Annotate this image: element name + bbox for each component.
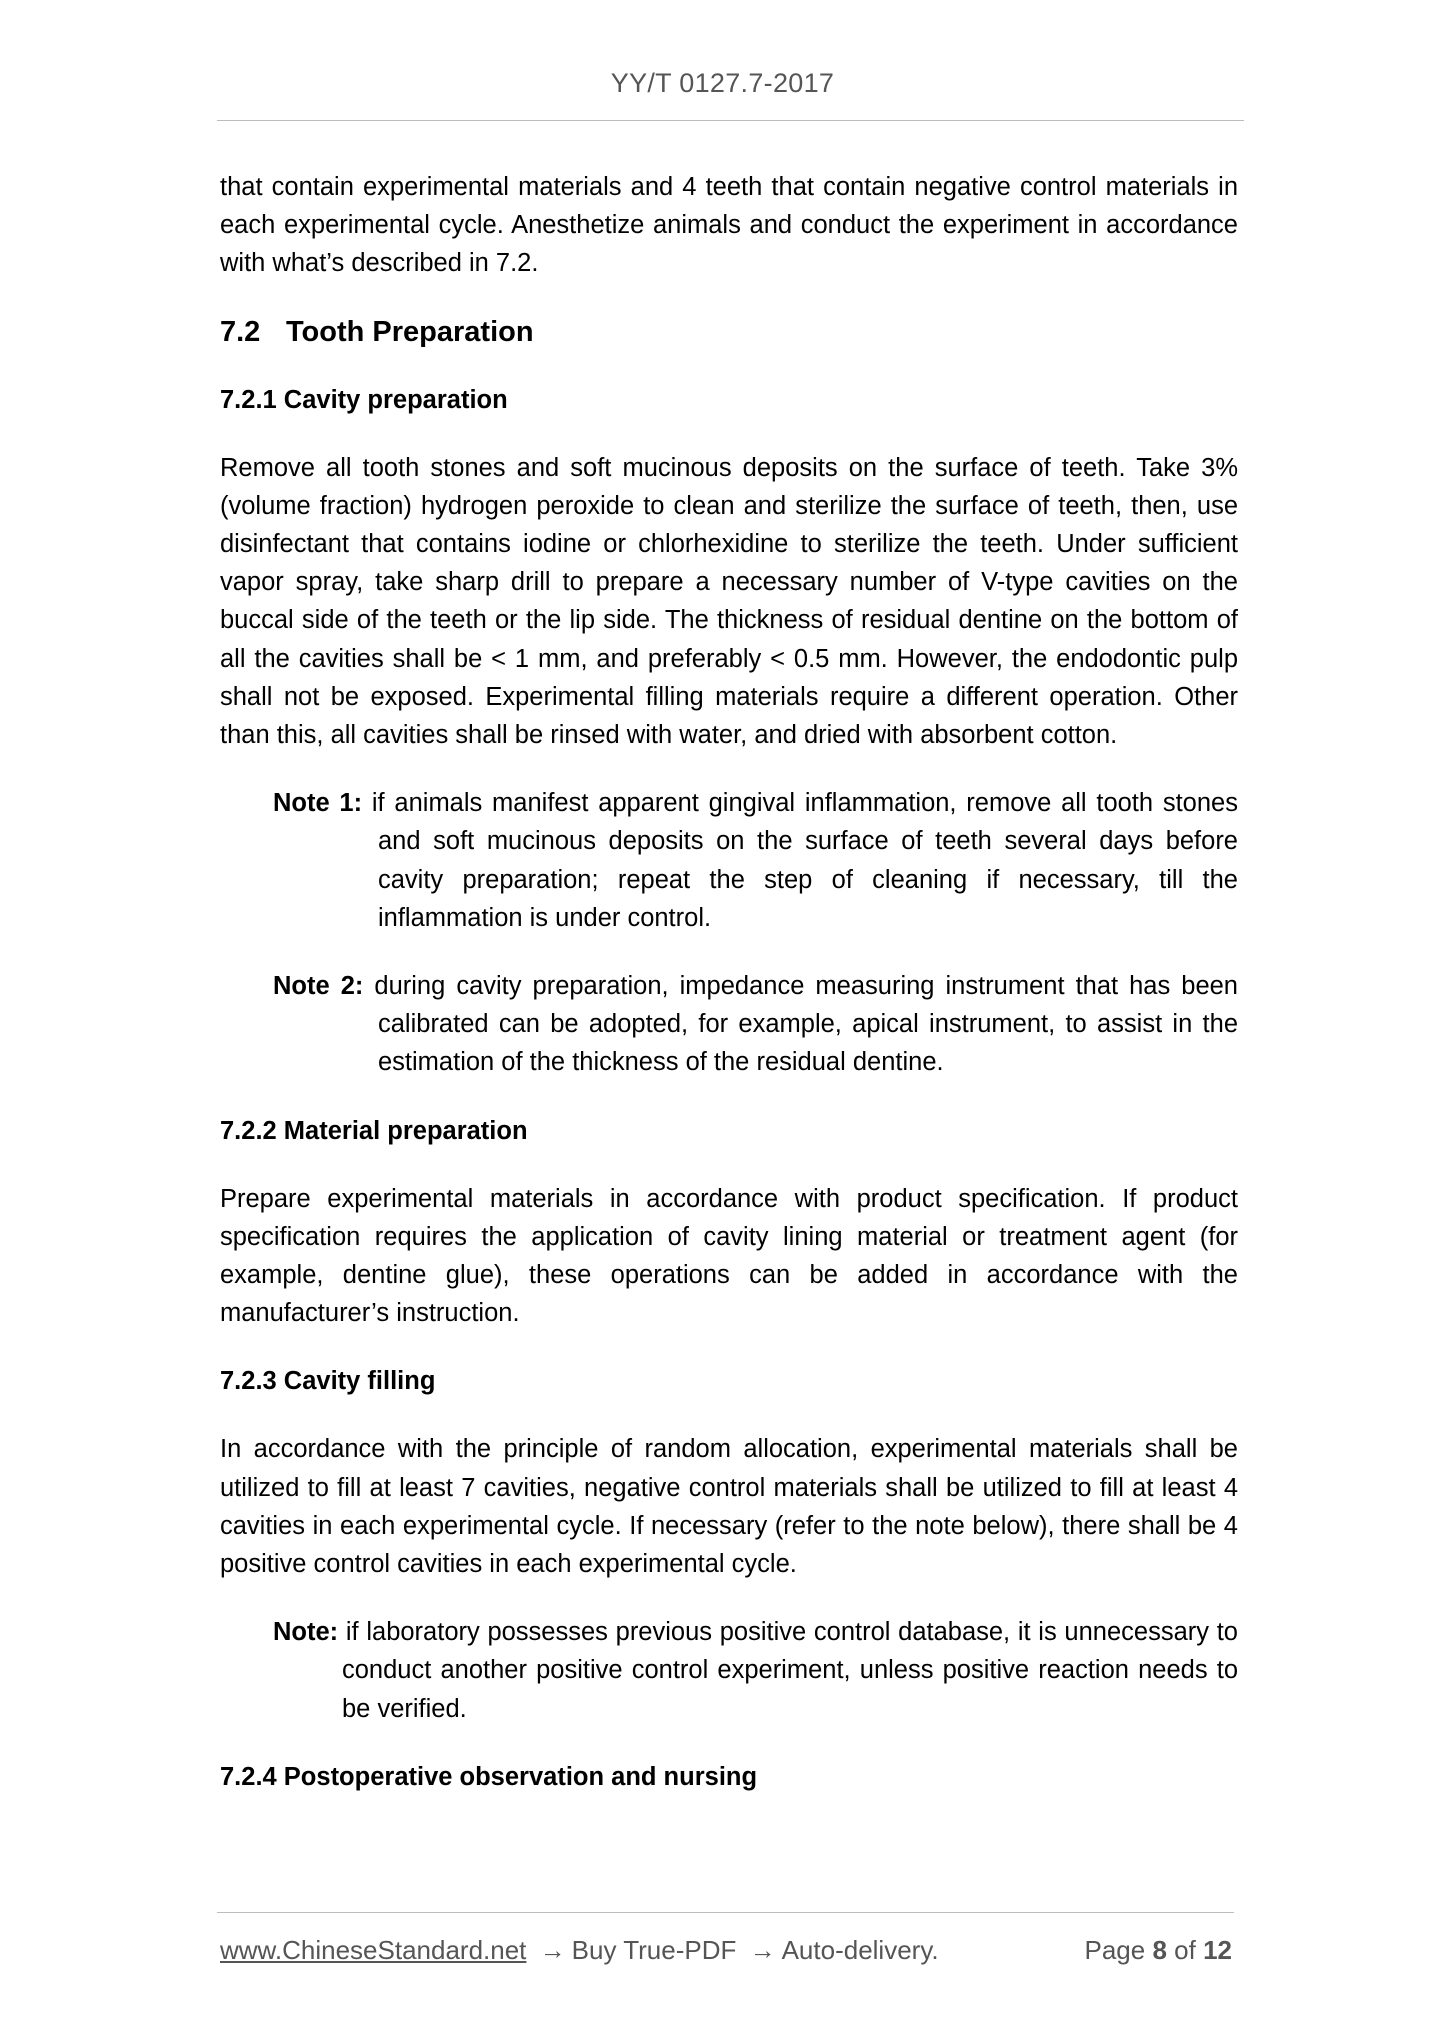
subsection-heading-7-2-2: 7.2.2 Material preparation [220, 1116, 528, 1145]
cavity-preparation-paragraph: Remove all tooth stones and soft mucinous deposits on the surface of teeth. Take 3% (volume fraction) hydrogen peroxide to clean and sterilize the surface of teeth, then, use disinfectant that contains iodine or chlorhexidine to sterilize the teeth. Under sufficient vapor spray, take sharp drill to prepare a necessary number of V-type cavities on the buccal side of the teeth or the lip side. The thickness of residual dentine on the bottom of all the cavities shall be < 1 mm, and preferably < 0.5 mm. However, the endodontic pulp shall not be exposed. Experimental filling materials require a different operation. Other than this, all cavities shall be rinsed with water, and dried with absorbent cotton. [220, 453, 1238, 750]
note-1 [273, 784, 1238, 937]
note-2-text: during cavity preparation, impedance measuring instrument that has been calibrated can be adopted, for example, apical instrument, to assist in the estimation of the thickness of the residual dentine. [374, 972, 1238, 1077]
subsection-heading-7-2-3: 7.2.3 Cavity filling [220, 1367, 436, 1396]
note-label: Note: [273, 1618, 339, 1647]
material-preparation-paragraph: Prepare experimental materials in accordance with product specification. If product specification requires the application of cavity lining material or treatment agent (for example, dentine glue), these operations can be added in accordance with the manufacturer’s instruction. [220, 1184, 1238, 1328]
of-word: of [1174, 1935, 1196, 1965]
section-number: 7.2 [220, 315, 261, 348]
buy-true-pdf-text: Buy True-PDF [571, 1935, 737, 1965]
intro-paragraph: that contain experimental materials and 4 teeth that contain negative control materials in each experimental cycle. Anesthetize animals and conduct the experiment in accordance with what’s described in 7.2. [220, 173, 1238, 278]
arrow-right-icon: → [539, 1935, 566, 1965]
current-page-number: 8 [1152, 1935, 1167, 1965]
note-2-label: Note 2: [273, 972, 364, 1001]
total-pages-number: 12 [1203, 1935, 1232, 1965]
auto-delivery-text: Auto-delivery. [781, 1935, 939, 1965]
note-1-label: Note 1: [273, 789, 363, 818]
page-indicator [1084, 1932, 1232, 1968]
header-divider [217, 120, 1244, 121]
page-word: Page [1084, 1935, 1146, 1965]
document-code: YY/T 0127.7-2017 [610, 68, 835, 98]
page-footer [220, 1932, 1232, 1968]
note-text: if laboratory possesses previous positive control database, it is unnecessary to conduct another positive control experiment, unless positive reaction needs to be verified. [342, 1618, 1238, 1723]
note-1-text: if animals manifest apparent gingival inflammation, remove all tooth stones and soft mucinous deposits on the surface of teeth several days before cavity preparation; repeat the step of cleaning if necessary, till the inflammation is under control. [371, 789, 1238, 932]
note-cavity-filling [273, 1613, 1238, 1728]
note-2 [273, 967, 1238, 1082]
cavity-filling-paragraph: In accordance with the principle of random allocation, experimental materials shall be utilized to fill at least 7 cavities, negative control materials shall be utilized to fill at least 4 cavities in each experimental cycle. If necessary (refer to the note below), there shall be 4 positive control cavities in each experimental cycle. [220, 1435, 1238, 1579]
section-heading-7-2 [220, 313, 1238, 351]
arrow-right-icon: → [749, 1935, 776, 1965]
section-title: Tooth Preparation [286, 315, 534, 348]
footer-divider [217, 1912, 1234, 1913]
subsection-heading-7-2-1: 7.2.1 Cavity preparation [220, 385, 508, 414]
site-link[interactable]: www.ChineseStandard.net [220, 1935, 527, 1965]
page-content [220, 168, 1238, 1826]
subsection-heading-7-2-4: 7.2.4 Postoperative observation and nursing [220, 1762, 758, 1791]
